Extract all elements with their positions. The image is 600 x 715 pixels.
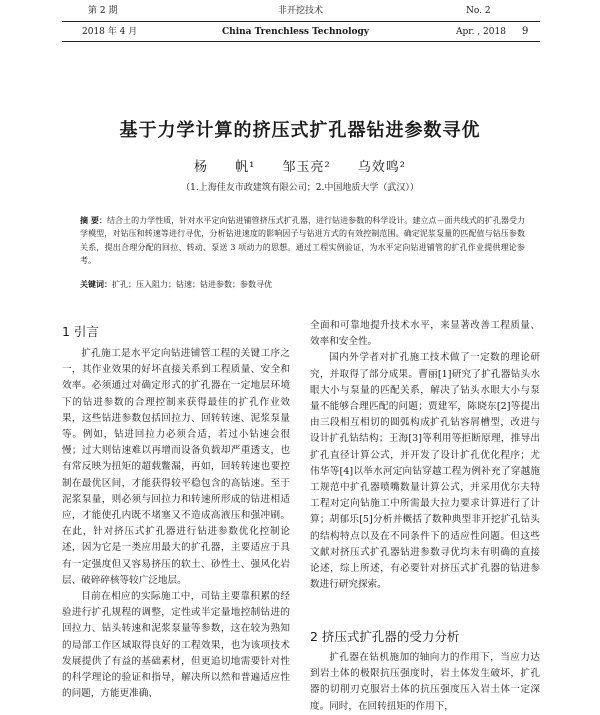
header-issue: 第 2 期 xyxy=(88,6,118,16)
header-date-en: Apr. , 2018 xyxy=(456,27,506,37)
header-journal-cn: 非开挖技术 xyxy=(278,6,324,16)
keywords-label: 关键词： xyxy=(80,279,112,289)
header-rule-top xyxy=(62,21,540,22)
paragraph: 扩孔器在钻机施加的轴向力的作用下，当应力达到岩土体的极限抗压强度时，岩土体发生破坏，扩孔器的切削刃克服岩土体的抗压强度压入岩土体一定深度。同时，在回转扭矩的作用下， xyxy=(310,652,540,712)
section-heading-introduction: 1 引言 xyxy=(62,324,99,339)
right-column-bottom xyxy=(310,650,540,712)
header-number: No. 2 xyxy=(466,6,491,16)
header-rule-bottom xyxy=(62,41,540,42)
keywords xyxy=(80,278,525,291)
article-title: 基于力学计算的挤压式扩孔器钻进参数寻优 xyxy=(119,120,481,141)
header-journal-en: China Trenchless Technology xyxy=(222,27,370,37)
right-column-top xyxy=(310,318,540,643)
paragraph: 目前在相应的实际施工中，司钻主要靠积累的经验进行扩孔规程的调整，定性或半定量地控制钻进的回拉力、钻头转速和泥浆泵量等参数，这在较为熟知的局部工作区域取得良好的工程效果，也为该项技术发展提供了有益的基础素材，但更追切地需要针对性的科学理论的验证和指导，解决所以然和普遍适应性的问题，方能更准确、 xyxy=(62,591,290,700)
abstract-text: 结合土的力学性质，针对水平定向钻进铺管挤压式扩孔器，进行钻进参数的科学设计。建立点－面共线式的扩孔器受力学模型，对钻压和转速等进行寻优，分析钻进速度的影响因子与钻进方式的有效控制范围。确定泥浆泵量的匹配值与钻压参数关系，提出合理分配的回拉、转动、泵送 3 项动力的思想。通过工程实例验证，为水平定向钻进铺管的扩孔作业提供理论参考。 xyxy=(80,216,525,265)
paragraph: 国内外学者对扩孔施工技术做了一定数的理论研究，并取得了部分成果。曹丽[1]研究了扩孔器钻头水眼大小与泵量的匹配关系，解决了钻头水眼大小与泵量不能够合理匹配的问题；贾建军，陈晓东[2]等提出由三段相互相切的圆弧构成扩孔钻容屑槽型，改进与设计扩孔钻结构；王海[3]等利用等拒断原理，推导出扩孔直径计算公式，并开发了设计扩孔优化程序；尤伟华等[4]以举水河定向钻穿越工程为例补充了穿越施工规范中扩孔器喷嘴数量计算公式，并采用优尔夫特工程对定向钻施工中所需最大拉力要求计算进行了计算；胡郁乐[5]分析并概括了数种典型非开挖扩孔钻头的结构特点以及在不同条件下的适应性问题。但这些文献对挤压式扩孔器钻进参数寻优均未有明确的直接论述，综上所述，有必要针对挤压式扩孔器的钻进参数进行研究探索。 xyxy=(310,352,540,591)
header-page-number: 9 xyxy=(522,26,529,37)
abstract xyxy=(80,214,525,267)
paragraph: 扩孔施工是水平定向钻进铺管工程的关键工序之一，其作业效果的好坏直接关系到工程质量、安全和效率。必须通过对确定形式的扩孔器在一定地层环境下的钻进参数的合理控制来获得最佳的扩孔作业效果，这些钻进参数包括回拉力、回转转速、泥浆泵量等。例如，钻进回拉力必须合适，若过小钻速会很慢；过大则钻速难以再增而设备负载却严重透支，也有常反映为扭矩的超载鳖漏，再如，回转转速也要控制在最优区间，才能获得较平稳包含的高钻速。至于泥浆泵量，则必须与回拉力和转速所形成的钻进相适应，才能使孔内既不堵塞又不造成高液压和强冲刷。在此，针对挤压式扩孔器进行钻进参数优化控制论述，因为它是一类应用最大的扩孔器，主要适应于具有一定强度但又容易挤压的软土、砂性土、强风化岩层、破碎碎核等较广泛地层。 xyxy=(62,348,290,586)
keywords-text: 扩孔；压入阻力；钻速；钻进参数；参数寻优 xyxy=(112,280,272,289)
header-date-cn: 2018 年 4 月 xyxy=(82,27,138,37)
left-column xyxy=(62,346,290,698)
abstract-label: 摘 要： xyxy=(80,215,107,225)
paragraph: 全面和可靠地提升技术水平，来显著改善工程质量、效率和安全性。 xyxy=(310,320,540,348)
article-affiliations: （1.上海佳友市政建筑有限公司；2.中国地质大学（武汉）） xyxy=(181,183,419,193)
section-heading-force-analysis: 2 挤压式扩孔器的受力分析 xyxy=(310,629,460,644)
article-authors: 杨 帆¹ 邹玉亮² 乌效鸣² xyxy=(193,160,407,175)
